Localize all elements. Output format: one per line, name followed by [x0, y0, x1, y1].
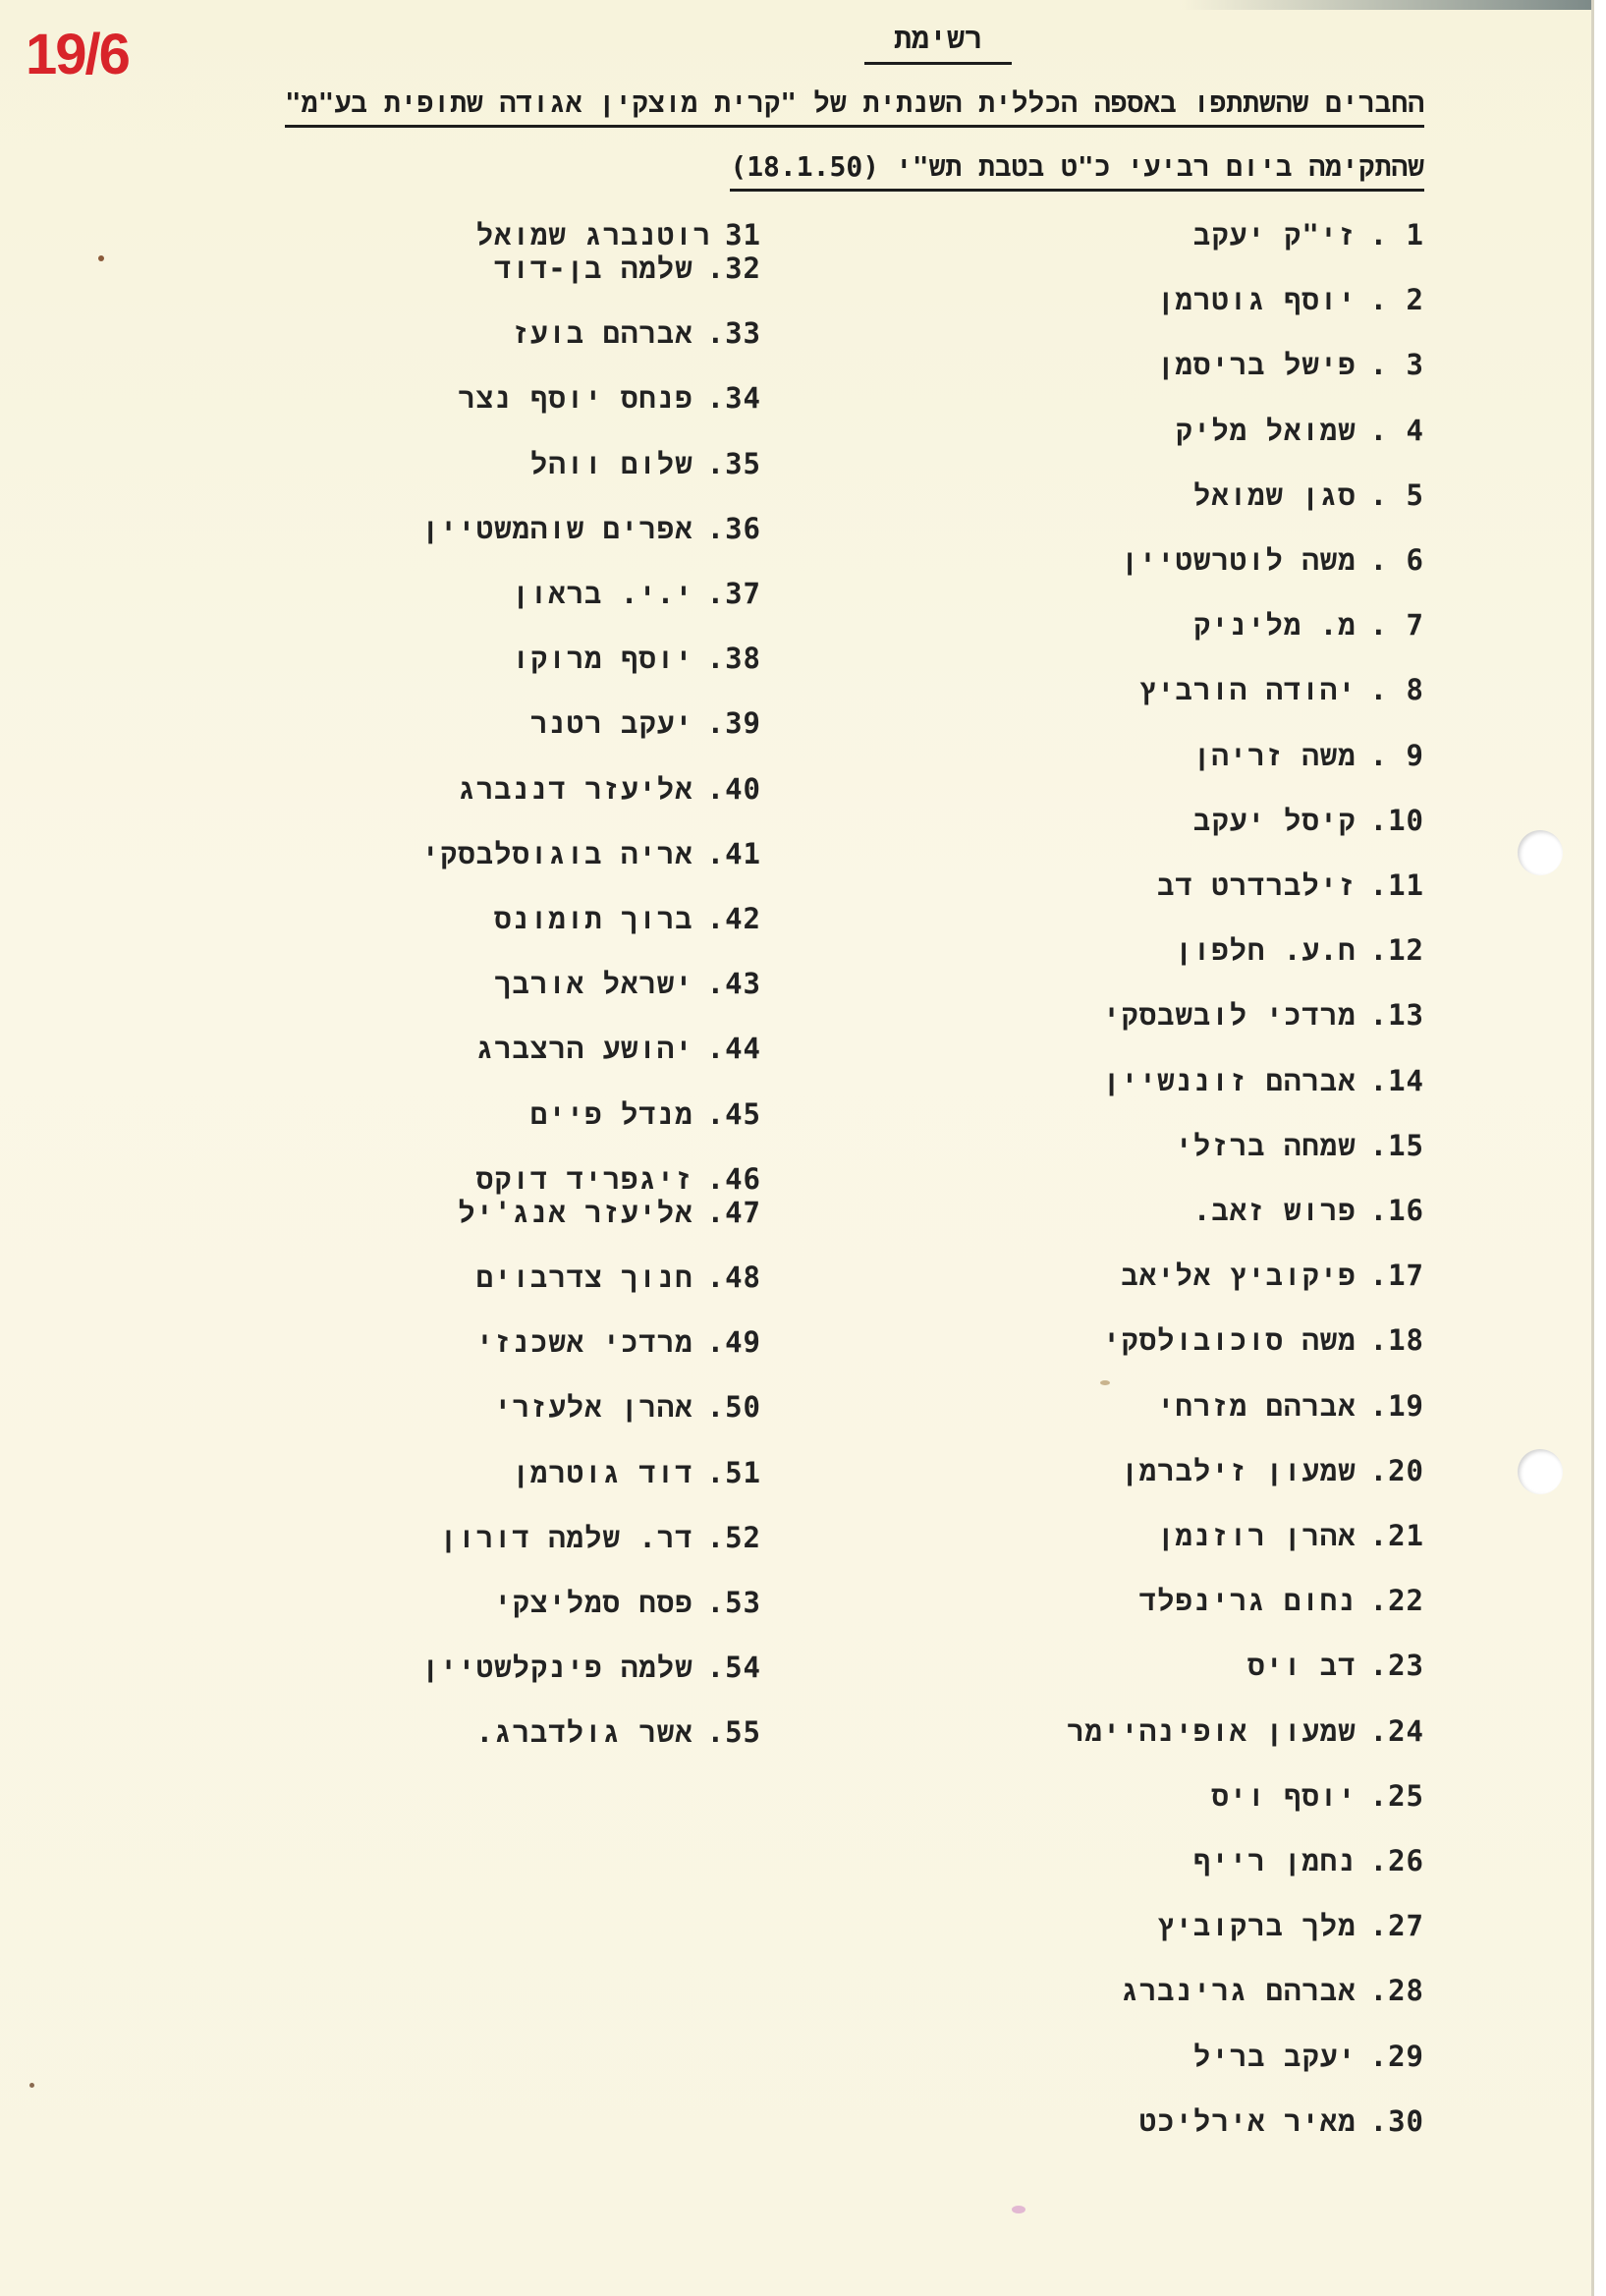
entry-number: 7 . [1369, 608, 1424, 643]
member-left-entry [476, 1715, 761, 1751]
member-right-entry [1211, 1779, 1424, 1815]
entry-name: יוסף ויס [1211, 1778, 1357, 1813]
entry-number: 39. [706, 706, 761, 741]
entry-name: אליעזר דננברג [458, 771, 693, 806]
member-left-entry [494, 1586, 761, 1621]
member-right-entry [1139, 1584, 1424, 1619]
member-left-entry [494, 1390, 761, 1426]
entry-name: חנוך צדרבוים [475, 1260, 693, 1294]
member-left-entry [512, 577, 761, 612]
entry-number: 45. [706, 1096, 761, 1131]
member-left-entry [513, 1456, 761, 1491]
member-right-entry [1157, 1519, 1424, 1554]
entry-name: סגן שמואל [1192, 477, 1357, 512]
member-left-entry [476, 1032, 761, 1067]
member-left-entry [530, 706, 761, 742]
entry-number: 3 . [1369, 348, 1424, 382]
member-right-entry [1193, 804, 1424, 839]
member-left-entry [494, 967, 761, 1002]
member-left-entry [422, 837, 762, 872]
entry-name: יוסף מרוקו [512, 642, 693, 676]
member-left-entry [422, 512, 762, 547]
entry-number: 22. [1369, 1584, 1424, 1618]
member-right-entry [1121, 1454, 1424, 1489]
entry-name: שמואל מליק [1175, 413, 1357, 447]
entry-number: 35. [706, 446, 761, 480]
entry-number: 20. [1369, 1453, 1424, 1487]
entry-name: יעקב בריל [1192, 2039, 1357, 2073]
member-left-entry [513, 316, 761, 352]
member-left-entry [422, 1651, 762, 1686]
entry-name: פיקוביץ אליאב [1121, 1259, 1357, 1293]
entry-number: 24. [1369, 1713, 1424, 1748]
entry-name: שמעון זילברמן [1121, 1453, 1357, 1487]
entry-number: 6 . [1369, 543, 1424, 577]
entry-number: 42. [706, 902, 761, 935]
entry-name: אפרים שוהמשטיין [421, 511, 693, 545]
member-right-entry [1157, 348, 1424, 383]
entry-number: 52. [706, 1520, 761, 1554]
entry-name: פישל בריסמן [1157, 348, 1357, 382]
entry-name: פסח סמליצקי [494, 1586, 693, 1619]
header-line-1: החברים שהשתתפו באספה הכללית השנתית של "קרית מוצקין אגודה שתופית בע"מ" [285, 86, 1424, 128]
member-left-entry [476, 1260, 761, 1296]
member-right-entry [1193, 608, 1424, 644]
entry-name: יהושע הרצברג [475, 1032, 693, 1066]
entry-name: מלך ברקוביץ [1157, 1909, 1357, 1943]
entry-number: 29. [1369, 2039, 1424, 2073]
entry-name: רוטנברג שמואל [475, 218, 712, 252]
member-right-entry [1103, 1064, 1424, 1099]
entry-name: שמחה ברזלי [1175, 1128, 1357, 1162]
member-right-entry [1157, 283, 1424, 318]
entry-number: 55. [706, 1715, 761, 1750]
entry-number: 36. [706, 511, 761, 545]
member-right-entry [1193, 2040, 1424, 2075]
member-right-entry [1121, 1974, 1424, 2009]
entry-name: מאיר אירליכט [1138, 2103, 1357, 2138]
entry-number: 9 . [1369, 738, 1424, 772]
paper-speck [29, 2083, 34, 2088]
member-right-entry [1157, 868, 1424, 904]
entry-number: 50. [706, 1390, 761, 1425]
entry-number: 44. [706, 1032, 761, 1066]
entry-number: 25. [1369, 1778, 1424, 1813]
entry-name: אברהם גרינברג [1121, 1974, 1357, 2008]
entry-name: יעקב רטנר [529, 706, 693, 741]
entry-number: 48. [706, 1260, 761, 1294]
entry-number: 1 . [1369, 218, 1424, 252]
entry-number: 14. [1369, 1063, 1424, 1097]
entry-name: אהרן אלעזרי [494, 1390, 693, 1425]
member-right-entry [1247, 1649, 1424, 1684]
member-left-entry [530, 447, 761, 482]
entry-number: 30. [1369, 2103, 1424, 2138]
entry-name: מ. מליניק [1192, 608, 1357, 643]
entry-number: 21. [1369, 1519, 1424, 1552]
entry-number: 54. [706, 1651, 761, 1685]
member-right-entry [1139, 2104, 1424, 2140]
entry-number: 5 . [1369, 477, 1424, 512]
entry-name: משה סוכובולסקי [1102, 1323, 1357, 1358]
entry-name: ישראל אורבך [494, 967, 693, 1001]
entry-number: 27. [1369, 1909, 1424, 1943]
entry-name: אריה בוגוסלבסקי [421, 836, 693, 870]
archive-stamp: 19/6 [26, 23, 129, 86]
entry-name: פרוש זאב. [1192, 1194, 1357, 1227]
entry-number: 16. [1369, 1194, 1424, 1227]
member-right-entry [1103, 1323, 1424, 1359]
entry-name: דב ויס [1247, 1649, 1357, 1683]
entry-number: 26. [1369, 1844, 1424, 1877]
entry-name: מרדכי לובשבסקי [1102, 998, 1357, 1033]
entry-name: קיסל יעקב [1192, 803, 1357, 837]
member-right-entry [1121, 543, 1424, 579]
entry-name: שלמה פינקלשטיין [421, 1651, 693, 1685]
entry-name: משה לוטרשטיין [1121, 543, 1357, 577]
entry-name: פנחס יוסף נצר [458, 381, 693, 416]
member-left-entry [476, 1162, 761, 1198]
member-left-entry [513, 642, 761, 677]
entry-number: 13. [1369, 998, 1424, 1033]
entry-name: זילברדרט דב [1157, 868, 1357, 902]
member-right-entry [1139, 673, 1424, 708]
paper-speck [1100, 1380, 1110, 1385]
entry-number: 49. [706, 1325, 761, 1360]
member-right-entry [1121, 1259, 1424, 1294]
entry-number: 11. [1369, 868, 1424, 902]
entry-name: י.י. בראון [512, 577, 693, 610]
member-right-entry [1193, 1194, 1424, 1229]
entry-number: 17. [1369, 1259, 1424, 1293]
member-right-entry [1176, 414, 1424, 449]
entry-name: שמעון אופינהיימר [1067, 1713, 1357, 1748]
entry-number: 31 [725, 218, 761, 252]
member-left-entry [458, 772, 761, 808]
member-right-entry [1103, 998, 1424, 1034]
member-right-entry [1176, 1129, 1424, 1164]
entry-name: מנדל פיים [529, 1096, 693, 1131]
entry-number: 10. [1369, 803, 1424, 837]
entry-name: שלום ווהל [529, 446, 693, 480]
entry-name: אברהם זוננשיין [1102, 1063, 1357, 1097]
entry-name: דוד גוטרמן [512, 1455, 693, 1489]
entry-number: 53. [706, 1586, 761, 1619]
member-right-entry [1193, 218, 1424, 253]
punch-hole-lower [1518, 1449, 1563, 1494]
entry-number: 19. [1369, 1388, 1424, 1423]
entry-name: מרדכי אשכנזי [475, 1325, 693, 1360]
entry-name: ח.ע. חלפון [1175, 933, 1357, 968]
entry-number: 34. [706, 381, 761, 416]
member-left-entry [476, 1325, 761, 1361]
entry-name: אליעזר אנג'יל [458, 1195, 693, 1229]
entry-name: נחמן רייף [1192, 1844, 1357, 1877]
entry-name: ברוך תומונס [494, 902, 693, 935]
member-right-entry [1193, 739, 1424, 774]
entry-name: אשר גולדברג. [475, 1715, 693, 1750]
member-left-entry [440, 1521, 761, 1556]
member-left-entry [458, 381, 761, 417]
entry-number: 4 . [1369, 413, 1424, 447]
entry-number: 37. [706, 577, 761, 610]
entry-name: אברהם בועז [512, 316, 693, 351]
entry-number: 40. [706, 771, 761, 806]
member-left-entry [494, 902, 761, 937]
entry-name: זיגפריד דוקס [475, 1161, 693, 1196]
member-right-entry [1157, 1389, 1424, 1425]
entry-name: משה זריהן [1192, 738, 1357, 772]
entry-name: אהרן רוזנמן [1157, 1519, 1357, 1552]
entry-number: 12. [1369, 933, 1424, 968]
entry-name: נחום גרינפלד [1138, 1584, 1357, 1618]
entry-number: 41. [706, 836, 761, 870]
entry-number: 47. [706, 1195, 761, 1229]
member-left-entry [458, 1196, 761, 1231]
paper-speck [1012, 2206, 1025, 2213]
member-right-entry [1193, 478, 1424, 514]
entry-name: אברהם מזרחי [1157, 1388, 1357, 1423]
entry-number: 8 . [1369, 673, 1424, 707]
entry-name: יוסף גוטרמן [1157, 283, 1357, 317]
entry-number: 18. [1369, 1323, 1424, 1358]
entry-name: זי"ק יעקב [1192, 218, 1357, 252]
entry-number: 2 . [1369, 283, 1424, 317]
entry-name: דר. שלמה דורון [439, 1520, 693, 1554]
entry-number: 15. [1369, 1128, 1424, 1162]
entry-number: 32. [706, 252, 761, 285]
scan-edge-shadow [1179, 0, 1591, 10]
header-line-2: שהתקימה ביום רביעי כ"ט בטבת תש"י (18.1.50) [730, 150, 1424, 192]
entry-number: 23. [1369, 1649, 1424, 1683]
entry-number: 51. [706, 1455, 761, 1489]
entry-number: 38. [706, 642, 761, 676]
member-right-entry [1067, 1714, 1424, 1750]
member-right-entry [1175, 933, 1424, 969]
entry-number: 46. [706, 1161, 761, 1196]
member-right-entry [1193, 1844, 1424, 1879]
member-left-entry [530, 1097, 761, 1133]
member-left-entry [494, 252, 761, 287]
entry-number: 33. [706, 316, 761, 351]
paper-speck [98, 255, 104, 261]
entry-name: שלמה בן-דוד [494, 252, 693, 285]
member-left-entry [476, 218, 761, 253]
punch-hole-upper [1518, 830, 1563, 875]
entry-name: יהודה הורביץ [1138, 673, 1357, 707]
document-title: רשימת [864, 22, 1012, 65]
member-right-entry [1157, 1909, 1424, 1944]
entry-number: 28. [1369, 1974, 1424, 2008]
entry-number: 43. [706, 967, 761, 1001]
